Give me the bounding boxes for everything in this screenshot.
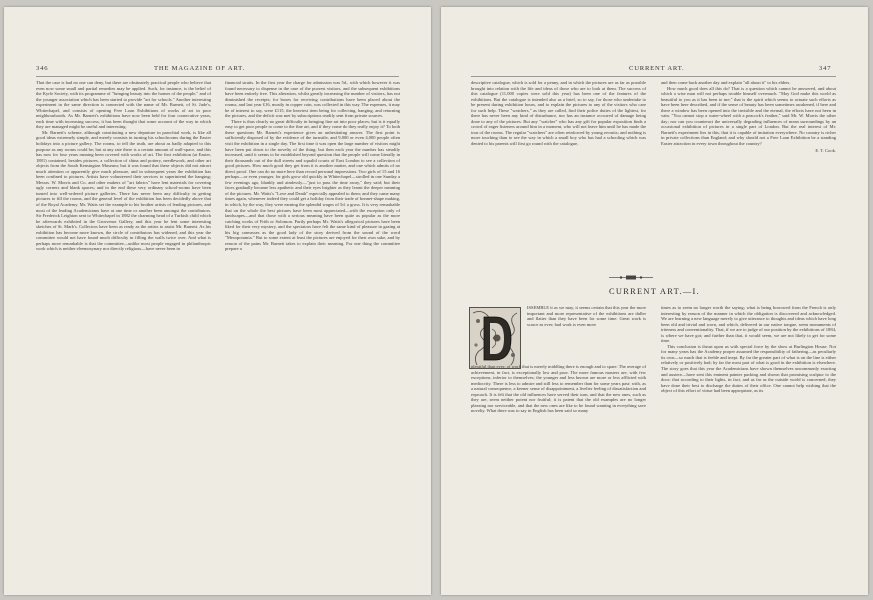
right-page-column-1-upper bbox=[471, 80, 646, 267]
section-ornament bbox=[609, 275, 653, 280]
decorated-initial-d bbox=[469, 307, 521, 369]
page-number-left: 346 bbox=[36, 65, 49, 72]
paragraph: This conclusion is thrust upon us with special force by the show at Burlington House. Not for many years has the Academy proper assumed the responsibility of fathering—as peculiarly its own—so much that is feeble and inept. By far the greater part of what is on the line is either relatively or positively bad; by far the most part of what is good in the exhibition is elsewhere. The story goes that this year the Academicians have shown themselves uncommonly exacting and austere—have sent this eminent painter packing and shown that promising sculptor to the door; that according to their lights, in fact, and as far as the outside world is concerned, they have done their best to discharge the duties of their office. One cannot help wishing that the object of this effort of virtue had been appropriate, as its bbox=[661, 343, 836, 394]
running-head-left: THE MAGAZINE OF ART. bbox=[154, 65, 245, 72]
left-page-column-2 bbox=[225, 80, 400, 582]
right-page-column-2-lower bbox=[661, 305, 836, 582]
right-page bbox=[441, 7, 868, 595]
paragraph: and then come back another day and explain "all about it" to his elders. bbox=[661, 80, 791, 85]
signature: E. T. Cook. bbox=[815, 147, 836, 153]
paragraph: descriptive catalogue, which is sold for a penny, and in which the pictures are as far as possible brought into relation with the life and ideas of those who are to look at them. The success of this catalogue (11,000 copies were sold this year) has been one of the features of the exhibitions. But the catalogue is intended also as a brief, so to say, for those who undertake to be present during exhibition hours, and to explain the pictures to any of the visitors who care for such help. These "watchers," as they are called, find their police duties of the lightest, for there has never been any kind of disturbance, nor has an instance occurred of damage being done to any of the pictures. But any "watcher" who has any gift for popular exposition finds a crowd of eager listeners around him in a moment, who will not leave him until he has made the tour of the rooms. The regular "watchers" are often reinforced by young recruits; and nothing is more touching than to see the way in which a small boy who has had a schooling which was denied to his parents will first go round with the catalogue, bbox=[471, 80, 646, 147]
running-head-right: CURRENT ART. bbox=[629, 65, 685, 72]
left-page bbox=[4, 7, 431, 595]
paragraph: Mr. Barnett's scheme, although constituting a new departure in parochial work, is like all good ideas extremely simple, and merely consists in turning his schoolrooms during the Easter holidays into a picture gallery. The rooms, to tell the truth, are about as badly adapted to this purpose as any rooms could be; but at any rate there is a certain amount of wall-space, and this has now for four years running been covered with works of art. The first exhibition (at Easter, 1881) contained, besides pictures, a collection of china and pottery, needlework, and other art objects from the South Kensington Museum; but it was found that these objects did not attract much attention or apparently give much pleasure, and in subsequent years the exhibition has been confined to pictures. Artists have volunteered their services to superintend the hanging; Messrs. W. Morris and Co. and other makers of "art fabrics" have lent materials for covering ugly corners and blank spaces; and in the end these very ordinary school-rooms have been turned into well-ordered picture galleries. There has never been any difficulty in getting pictures to fill the rooms, and the general level of the exhibition has been decidedly above that of the Royal Academy. Mr. Watts set the example to his brother artists of lending pictures, and most of the leading Academicians have at one time or another been amongst the contributors. Sir Frederick Leighton sent to Whitechapel in 1882 the charming head of a Turkish child which he afterwards exhibited in the Grosvenor Gallery, and this year he lent some interesting sketches of St. Mark's. Collectors have been as ready as the artists to assist Mr. Barnett. As his exhibition has become more known, the circle of contributors has widened, and this year the committee would not have found much difficulty in filling the walls twice over. And what is perhaps more remarkable is that the committee—unlike most people engaged in philanthropic work which is neither eleemosynary nor directly religious—have never been in bbox=[36, 129, 211, 252]
header-rule-left bbox=[36, 76, 399, 77]
paragraph: plentiful than ever; of work that is merely middling there is enough and to spare. The average of achievement, in fact, is exceptionally low and poor. The more famous masters are, with few exceptions, inferior to themselves; the younger and less known are more or less afflicted with mediocrity. There is less to admire and still less to remember than for some years past: with, as a natural consequence, a keener sense of disappointment, a livelier feeling of dissatisfaction and reproach. It is felt that the old influences have served their turn, and that the new ones, such as they are, seem neither potent nor fruitful; it is patent that the old examples are no longer pleasing nor serviceable, and that the new ones are like to be found wanting in everything save novelty. What there was to say in English has been said so many bbox=[471, 364, 646, 414]
paragraph: There is thus clearly no great difficulty in bringing fine art into poor places; but is it equally easy to get poor people to come to the fine art, and if they come do they really enjoy it? To both these questions Mr. Barnett's experience gives an unhesitating answer. The first point is sufficiently disposed of by the evidence of the turnstile, and 9,000 or even 4,000 people often visit the exhibition in a single day. The first time it was open the large number of visitors might have been put down to the novelty of the thing; but then each year the number has steadily increased, until it seems to be established beyond question that the people will come literally in their thousands out of the dull streets and squalid courts of East London to see a collection of good pictures. How much good they get from it is another matter, and one which admits of no direct proof. One can do no more here than record personal impressions. Two girls of 15 and 16 perhaps—or even younger, for girls grow old quickly in Whitechapel—strolled in one Sunday a few evenings ago, blankly and aimlessly—"just to pass the time away," they said; but their faces gradually became less apathetic and their eyes brighter as they learnt the deeper meaning of the pictures. Mr. Watts's "Love and Death" especially appealed to them; and they came many times again, whenever indeed they could get a holiday from their trade of bonnet-shape making, in which, by the way, they were earning the splendid wages of 5d. a gross. It is very remarkable that on the whole the best pictures have been most appreciated—with the exception only of landscapes—and that those with a serious meaning have been quite as popular as the more catching works of Frith or Solomon. Partly perhaps Mr. Watts's allegorical pictures have been liked for their very mystery, and the spectators have felt the same kind of pleasure in gazing at his big canvasses as the good lady of the story derived from the sound of the word "Mesopotamia." But to some extent at least the pictures are enjoyed for their own sake, and by reason of the pains Mr. Barnett takes to explain their meaning. For one thing the committee prepare a bbox=[225, 118, 400, 252]
paragraph: times as to seem no longer worth the saying; what is being borrowed from the French is only interesting by reason of the manner in which the obligation is discovered and acknowledged. We are learning a new language merely to give utterance to thoughts and ideas which have long been old and trivial and worn, and which, delivered in our native tongue, seem monuments of triteness and conventionality. That, if we are to judge of our position by the exhibitions of 1884, is where we have got; and further than that, it would seem, we are not likely to get for some time. bbox=[661, 305, 836, 344]
article-intro: ISSEMBLE it as we may, it seems certain that this year the more important and more representative of the exhibitions are duller and flatter than they have been for some time. Great work is scarce as ever; bad work is even more bbox=[527, 305, 646, 327]
paragraph: financial straits. In the first year the charge for admission was 5d., with which however it was found necessary to dispense in the case of the poorest visitors, and the subsequent exhibitions have been entirely free. This alteration, whilst greatly increasing the number of visitors, has not diminished the receipts; for boxes for receiving contributions have been placed about the rooms, and last year £16, mostly in copper coin, was collected in this way. The expenses, it may be of interest to say, were £115, the heaviest item being for collecting, hanging, and returning the pictures, and the deficit was met by subscriptions readily sent from private sources. bbox=[225, 80, 400, 119]
page-number-right: 347 bbox=[819, 65, 832, 72]
left-page-column-1 bbox=[36, 80, 211, 582]
right-page-column-1-lower bbox=[471, 364, 646, 582]
paragraph: How much good does all this do? That is a question which cannot be answered, and about which a wise man will not perhaps trouble himself overmuch. "May God make this world as beautiful to you as it has been to me;" that is the spirit which seems to actuate such efforts as have been here described, and if the sense of beauty has been sometimes awakened, if here and there a window has been opened into the invisible and the eternal, the efforts have not been in vain. "You cannot stop a water-wheel with a peacock's feather," said Mr. W. Morris the other day; nor can you counteract the universally degrading influences of mean surroundings by an occasional exhibition of pictures in a single part of London. But the real interest of Mr. Barnett's experiment lies in this, that it is capable of imitation everywhere. No country is richer in private collections than England; and why should not a Free Loan Exhibition be a standing Easter attraction in every town throughout the country? bbox=[661, 85, 836, 147]
paragraph: That the case is bad no one can deny, but there are obstinately practical people who believe that even now some small and partial remedies may be applied. Such, for instance, is the belief of the Kyrle Society, with its programme of "bringing beauty into the homes of the people," and of the younger association which has been started to provide "art for schools." Another interesting experiment in the same direction is connected with the name of Mr. Barnett, of St. Jude's, Whitechapel, and consists of opening Free Loan Exhibitions of works of art in poor neighbourhoods. As Mr. Barnett's exhibitions have now been held for four consecutive years, each time with increasing success, it has been thought that some account of the way in which they are managed might be useful and interesting. bbox=[36, 80, 211, 130]
article-title: CURRENT ART.—I. bbox=[608, 287, 701, 296]
right-page-column-2-upper bbox=[661, 80, 836, 267]
header-rule-right bbox=[471, 76, 836, 77]
